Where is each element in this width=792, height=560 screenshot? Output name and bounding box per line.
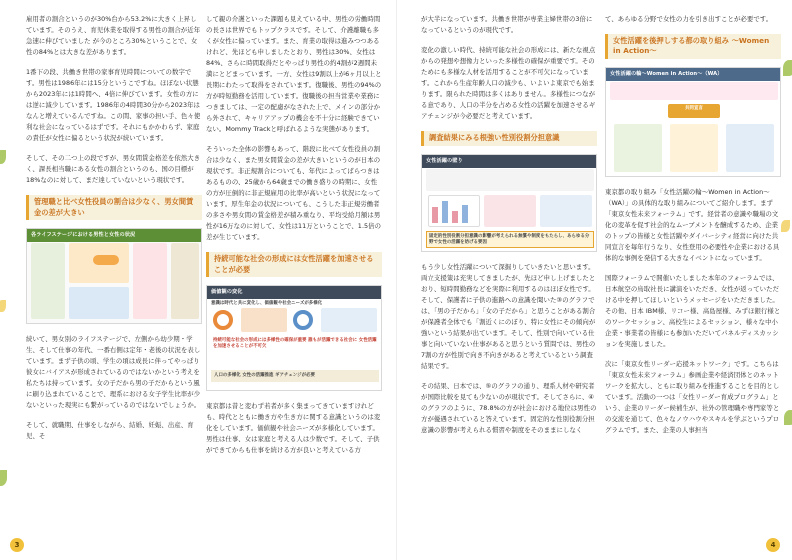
leaf-decoration bbox=[0, 150, 6, 164]
figure-title: 各ライフステージにおける男性と女性の状況 bbox=[27, 229, 201, 242]
women-in-action-figure bbox=[605, 67, 781, 177]
paragraph: そして、就職期、仕事をしながら、結婚、妊娠、出産、育児、そ bbox=[26, 421, 194, 441]
life-stage-figure bbox=[26, 228, 202, 324]
values-change-figure bbox=[206, 285, 382, 391]
left-column-1 bbox=[26, 14, 202, 451]
paragraph: して親の介護といった課題も見えている中、男性の労働時間の長さは世界でもトップクラスです。そして、介護離職も多くが女性に偏っています。また、育業の取得は進みつつあるけれど、先ほども申しましたとおり、男性は30%、女性は84%、さらに時間取得だとやっぱり男性の約4割が2週間未満にとどまっています。一方、女性は9割以上が6ヶ月以上と長期にわたって取得をされています。復職後、男性の94%の方が時短勤務を活用しています。復職後の担当営業や業務につきましては、一定の配慮がなされた上で、メインの部分から外されて、キャリアアップの機会を不十分に経験できていない。Mommy Trackと呼ばれるような実態があります。 bbox=[206, 15, 382, 134]
figure-label: 共同宣言 bbox=[685, 105, 703, 111]
paragraph: そして、その二つ上の段ですが、男女間賃金格差を依然大きく、課長相当職にある女性の割合というのも、国の目標が18%なのに対して、まだ達していないという現状です。 bbox=[26, 154, 201, 185]
paragraph: 次に「東京女性リーダー応援ネットワーク」です。こちらは「東京女性未来フォーラム」参画企業や経済団体とのネットワークを拡大し、ともに取り組みを推進することを目的としています。活動の一つは「女性リーダー育成プログラム」という、企業のリーダー候補生が、社外の管理職や専門家等との交流を通じて、色々なノウハウやスキルを学ぶというプログラムです。また、企業の人事担当 bbox=[605, 360, 780, 435]
page-number: 4 bbox=[766, 538, 780, 552]
paragraph: 東京都は昔と変わず若者が多く集まってきていますけれども、時代とともに働き方や生き方に関する意識というのは変化をしています。価値観や社会ニーズが多様化しています。男性は仕事、女は家庭と考える人は少数です。そして、子供ができてからも仕事を続ける方が良いと考えている方 bbox=[206, 402, 381, 455]
paragraph: て、あらゆる分野で女性の力を引き出すことが必要です。 bbox=[605, 15, 773, 23]
figure-subtitle: 意識は時代と共に変化し、価値観や社会ニーズが多様化 bbox=[211, 301, 323, 307]
figure-footer: 人口の多様化 女性の活躍推進 ギアチェンジが必要 bbox=[211, 370, 379, 382]
paragraph: 雇用者の割合というのが30%台から53.2%に大きく上昇しています。そのうえ、育児休業を取得する男性の割合が近年急速に伸びていました が今のところ30%ということで、女性の84%とは大きな差があります。 bbox=[26, 15, 201, 57]
paragraph: 続いて、男女別のライフステージで、左側から幼少期・学生、そして仕事の年代、一番右側は定年・老後の状況を表しています。まず子供の頃、学生の頃は成長に伴ってやっぱり彼女にバイアスが形成されているのではないかという考えを私たちは持っています。女の子だから男の子だからという風に刷り込まれていることで、理系における女子学生比率が少ないといった現実にも繋がっているのではないでしょうか。 bbox=[26, 335, 201, 410]
section-heading: 持続可能な社会の形成には女性活躍を加速させることが必要 bbox=[206, 252, 382, 277]
paragraph: 東京都の取り組み「女性活躍の輪～Women in Action～（WA）」の具体的な取り組みについてご紹介します。まず「東京女性未来フォーラム」です。経営者の意識や職場の文化の変革を促す社会的なムーブメントを醸成するため、企業のトップの皆様と女性活躍やダイバーシティ経営に向けた共同宣言を毎年行うなり、女性登用の必要性や企業における具体的な事例を発信する大きなイベントになっています。 bbox=[605, 187, 780, 262]
left-column-2 bbox=[206, 14, 382, 465]
right-column-1 bbox=[421, 14, 597, 445]
leaf-decoration bbox=[0, 300, 6, 312]
paragraph: もう少し女性活躍について深掘りしていきたいと思います。両立支援策は充実してきましたが、先ほど申し上げましたとおり、短時間勤務などを実際に利用するのはほぼ女性です。そして、保護者に子供の進路への意識を聞いた③のグラフでは、「男の子だから」「女の子だから」と思うことがある割合が保護者全体でも「割近くにのぼり、特に女性にその傾向が強いという結果が出ています。そして、性別で向いている仕事と向いていない仕事があると思うという質問では、男性の7割の方が性別で向き不向きがあると考えているという調査結果です。 bbox=[421, 262, 596, 370]
paragraph: そういった全体の影響もあって、階段に比べて女性役員の割合は少なく、また男女間賃金の差が大きいというのが日本の現状です。非正規割合についても、年代によってばらつきはあるものの、25歳から64歳までの働き盛りの時期に、女性の方が圧倒的に非正規雇用の比率が高いという状況になっています。厚生年金の状況についても、こうした非正規労働者の多さや男女間の賃金格差が積み重なり、平均受給月額は男性が16万なのに対して、女性は11万ということで、1.5倍の差が生じています。 bbox=[206, 145, 382, 242]
figure-caption: 固定的性別役割分担意識の影響が考えられる無償や制度をもたらし、あらゆる分野で女性の活躍を妨げる要因 bbox=[426, 231, 594, 249]
leaf-decoration bbox=[781, 220, 790, 232]
leaf-decoration bbox=[784, 410, 792, 425]
figure-caption: 持続可能な社会の形成には多様性の確保が重要 誰もが活躍できる社会に 女性活躍を加速させることが不可欠 bbox=[213, 338, 377, 350]
figure-title: 女性活躍の輪～Women in Action～（WA） bbox=[606, 68, 780, 81]
section-heading: 女性活躍を後押しする都の取り組み ～Women in Action～ bbox=[605, 34, 781, 59]
right-column-2 bbox=[605, 14, 781, 445]
leaf-decoration bbox=[783, 60, 792, 76]
section-heading: 管理職と比べ女性役員の割合は少なく、男女間賃金の差が大きい bbox=[26, 195, 202, 220]
page-number: 3 bbox=[10, 538, 24, 552]
gender-role-figure bbox=[421, 154, 597, 252]
leaf-decoration bbox=[0, 470, 7, 486]
paragraph: 1番下の段、共働き世帯の家事育児時間についての数字です。男性は1986年には15分というこですね。ほぼない状態から2023年には1時間へ、4倍に伸びています。女性の方には逆に減少しています。1986年の4時間30分から2023年はなんと増えているんですね。この間、家事の担い手、色々使利な社会になっているはずです。それにもかかわらず、家庭の責任が女性に偏るという状況が続いています。 bbox=[26, 68, 201, 143]
right-page bbox=[396, 0, 792, 560]
figure-title: 価値観の変化 bbox=[207, 286, 381, 299]
paragraph: 国際フォーラムで開催いたしました本年のフォーラムでは、日本航空の鳥取社長に講演をいただき、女性が返っていただける中を押してほしいというメッセージをいただきました。その他、日本 IBM様、リコー様、高島屋様、みずほ銀行様とのワークセッション、高校生によるセッション、様々な中小企業・事業者の皆様にも参加いただいてパネルディスカッションを実施しました。 bbox=[605, 274, 781, 349]
paragraph: その結果、日本では、⑤のグラフの通り、理系人材や研究者が国際比較を見ても少ないのが現状です。そしてさらに、④のグラフのように、78.8%の方が社会における地位は男性の方が優遇されていると答えています。固定的な性別役割分担意識の影響が考えられる慣習や制度をそのままにしなく bbox=[421, 381, 597, 434]
figure-title: 女性活躍の壁り bbox=[422, 155, 596, 168]
paragraph: が大半になっています。共働き世帯が専業主婦世帯の3倍になっているというのが現代です。 bbox=[421, 15, 593, 35]
paragraph: 変化の激しい時代、持続可能な社会の形成には、新たな視点からの発想や想像力といった多様性の確保が重要です。そのためにも多様な人材を活用することが不可欠になっています。これから生産年齢人口の減少も、いよいよ東京でも始まります。限られた時間は多くはありません。多様性につながる意であり、人口の半分を占める女性の活躍を加速させるギアチェンジが今必要だと考えています。 bbox=[421, 46, 596, 121]
section-heading: 調査結果にみる根強い性別役割分担意識 bbox=[421, 131, 597, 145]
